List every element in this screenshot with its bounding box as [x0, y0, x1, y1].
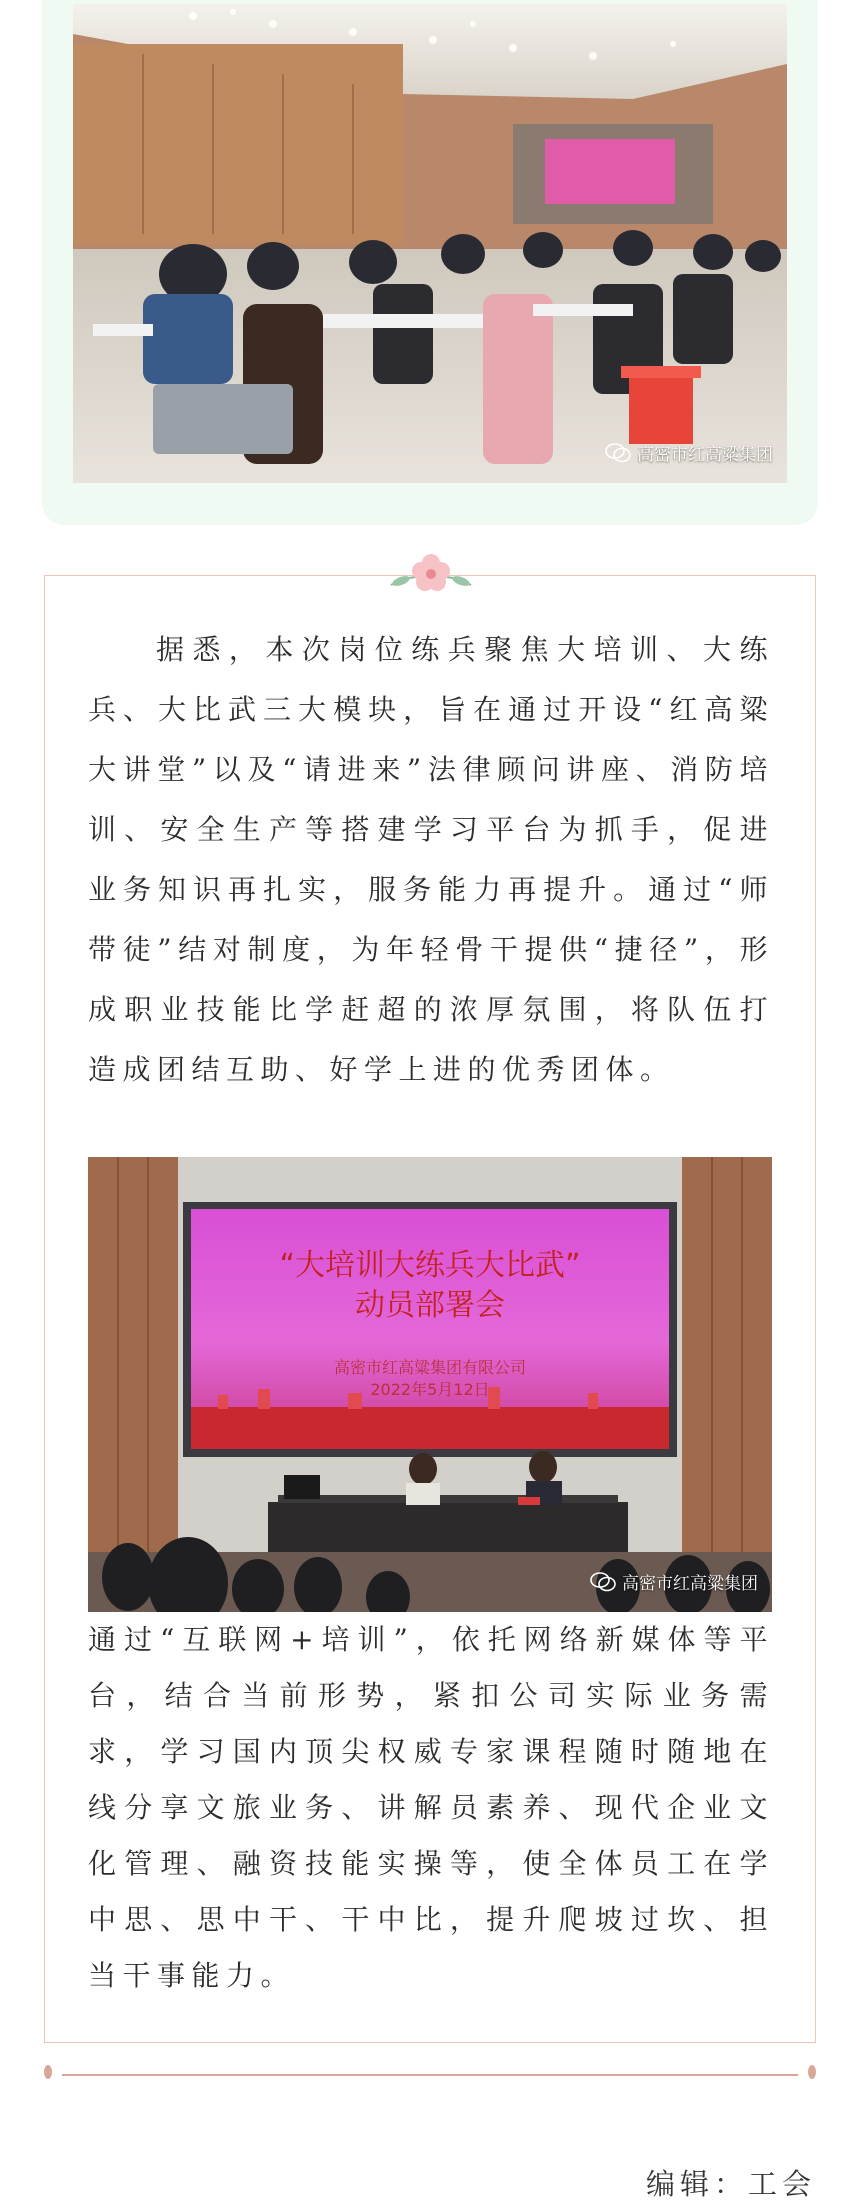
screen-date: 2022年5月12日	[370, 1380, 490, 1399]
screen-title-line2: 动员部署会	[355, 1288, 505, 1323]
screen-title-line1: “大培训大练兵大比武”	[279, 1248, 581, 1283]
screen-org: 高密市红高粱集团有限公司	[333, 1358, 527, 1377]
flower-ornament-icon	[383, 545, 479, 607]
photo-watermark: 高密市红高粱集团	[605, 440, 773, 465]
ornamental-divider	[40, 2064, 820, 2080]
editor-credit: 编辑：工会	[645, 2167, 816, 2201]
wechat-icon	[605, 443, 631, 463]
stage-meeting-photo	[88, 1157, 772, 1612]
photo-watermark: 高密市红高粱集团	[590, 1569, 758, 1594]
training-hall-photo	[73, 4, 787, 483]
article-paragraph-2: 通过“互联网+培训”，依托网络新媒体等平台，结合当前形势，紧扣公司实际业务需求，学习国内顶尖权威专家课程随时随地在线分享文旅业务、讲解员素养、现代企业文化管理、融资技能实操等，使全体员工在学中思、思中干、干中比，提升爬坡过坎、担当干事能力。	[88, 1623, 774, 1992]
wechat-icon	[590, 1572, 616, 1592]
article-paragraph-1: 据悉，本次岗位练兵聚焦大培训、大练兵、大比武三大模块，旨在通过开设“红高粱大讲堂”以及“请进来”法律顾问讲座、消防培训、安全生产等搭建学习平台为抓手，促进业务知识再扎实，服务能力再提升。通过“师带徒”结对制度，为年轻骨干提供“捷径”，形成职业技能比学赶超的浓厚氛围，将队伍打造成团结互助、好学上进的优秀团体。	[88, 633, 774, 1086]
